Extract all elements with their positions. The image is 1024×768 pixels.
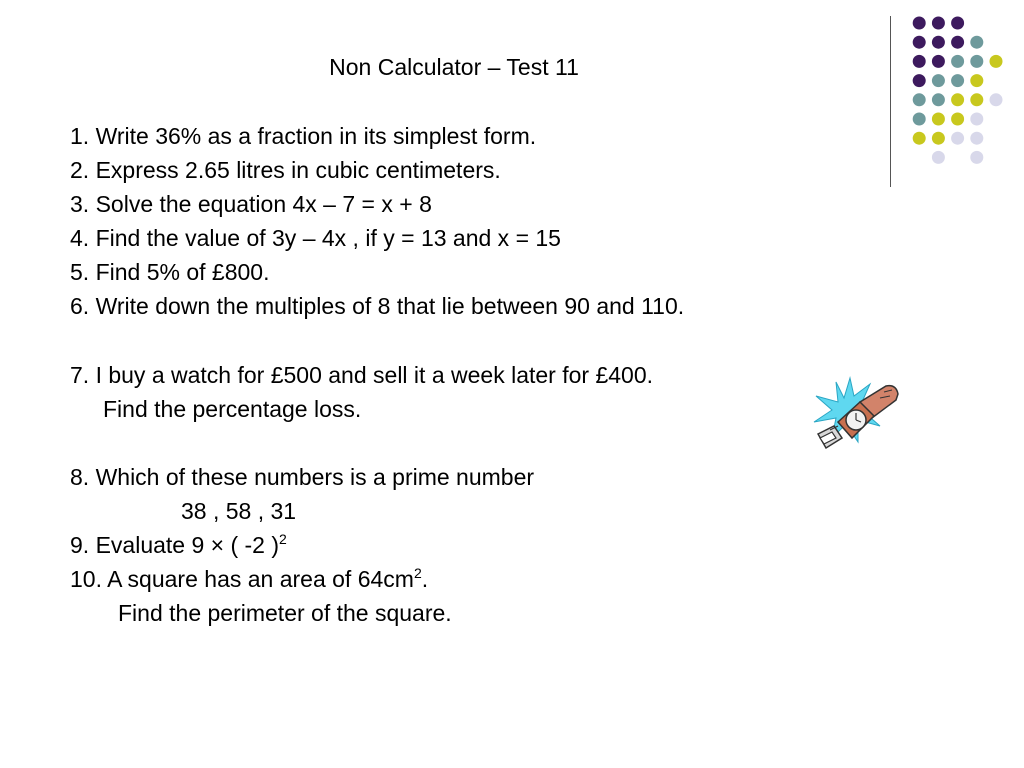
question-10-continuation: Find the perimeter of the square. bbox=[118, 600, 452, 626]
question-7: 7. I buy a watch for £500 and sell it a week later for £400. bbox=[70, 362, 654, 388]
decorative-dot bbox=[913, 17, 926, 30]
decorative-dot bbox=[913, 55, 926, 68]
slide-title: Non Calculator – Test 11 bbox=[329, 54, 579, 80]
decorative-dot bbox=[990, 93, 1003, 106]
decorative-dot bbox=[932, 93, 945, 106]
decorative-dot bbox=[951, 74, 964, 87]
question-8-options: 38 , 58 , 31 bbox=[181, 498, 297, 524]
decorative-dot bbox=[951, 132, 964, 145]
decorative-dot bbox=[932, 55, 945, 68]
decorative-dot bbox=[932, 36, 945, 49]
question-10-period: . bbox=[421, 566, 429, 592]
wristwatch-icon bbox=[800, 372, 904, 466]
question-2: 2. Express 2.65 litres in cubic centimeters. bbox=[70, 157, 501, 183]
decorative-dot bbox=[913, 36, 926, 49]
question-10 bbox=[70, 564, 428, 594]
question-1: 1. Write 36% as a fraction in its simplest form. bbox=[70, 123, 537, 149]
question-10-exponent: 2 bbox=[413, 565, 422, 581]
decorative-dot bbox=[913, 132, 926, 145]
decorative-dot bbox=[913, 74, 926, 87]
decorative-dot bbox=[970, 36, 983, 49]
question-9-exponent: 2 bbox=[279, 531, 287, 547]
question-6: 6. Write down the multiples of 8 that lie between 90 and 110. bbox=[70, 293, 685, 319]
decorative-dot bbox=[951, 93, 964, 106]
question-10-text: 10. A square has an area of 64cm bbox=[70, 566, 414, 592]
decorative-dot bbox=[970, 55, 983, 68]
decorative-dot bbox=[951, 36, 964, 49]
decorative-dot bbox=[970, 132, 983, 145]
decorative-dot bbox=[951, 17, 964, 30]
question-8: 8. Which of these numbers is a prime number bbox=[70, 464, 535, 490]
decorative-dot bbox=[913, 93, 926, 106]
question-5: 5. Find 5% of £800. bbox=[70, 259, 270, 285]
decorative-dot bbox=[970, 113, 983, 126]
decorative-dot bbox=[913, 113, 926, 126]
decorative-dot bbox=[990, 55, 1003, 68]
decorative-dot bbox=[970, 74, 983, 87]
decorative-dot bbox=[970, 93, 983, 106]
decorative-dot bbox=[932, 17, 945, 30]
decorative-dot bbox=[932, 74, 945, 87]
question-3: 3. Solve the equation 4x – 7 = x + 8 bbox=[70, 191, 432, 217]
decorative-dot bbox=[970, 151, 983, 164]
question-4: 4. Find the value of 3y – 4x , if y = 13 and x = 15 bbox=[70, 225, 561, 251]
question-7-continuation: Find the percentage loss. bbox=[103, 396, 362, 422]
decorative-dot bbox=[932, 113, 945, 126]
decorative-dot bbox=[932, 132, 945, 145]
question-9-text: 9. Evaluate 9 × ( -2 ) bbox=[70, 532, 280, 558]
question-9 bbox=[70, 530, 287, 560]
decorative-dot bbox=[951, 55, 964, 68]
decorative-dot bbox=[951, 113, 964, 126]
decorative-dot bbox=[932, 151, 945, 164]
